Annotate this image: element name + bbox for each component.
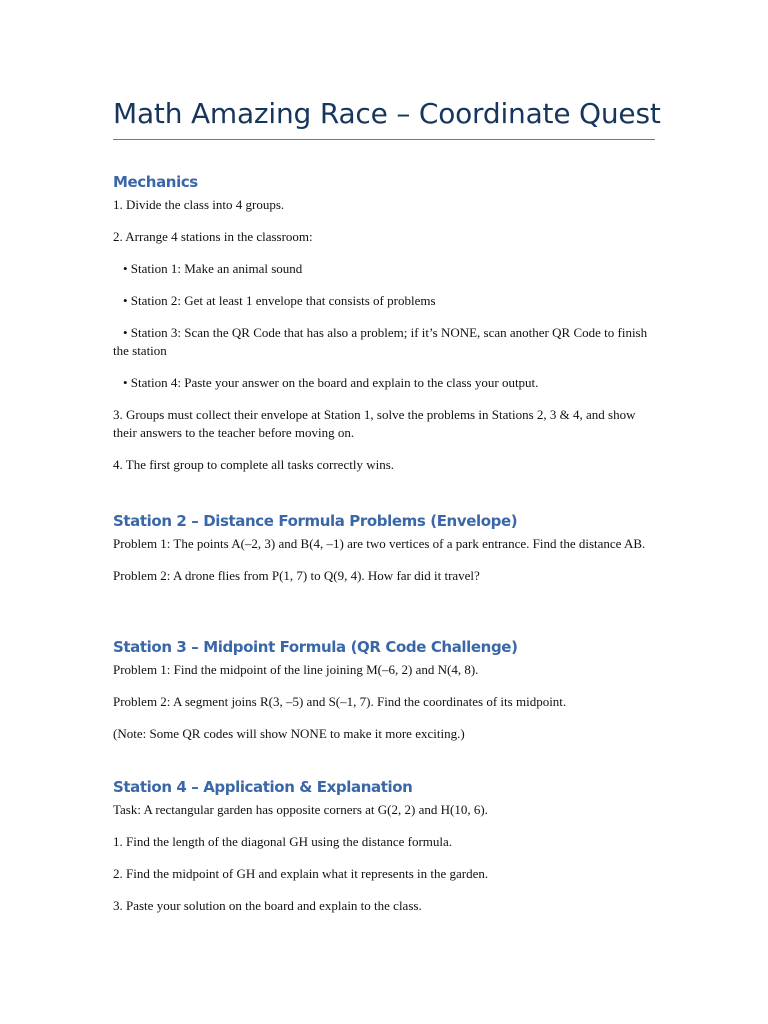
section-heading-station-2: Station 2 – Distance Formula Problems (Envelope) bbox=[113, 512, 518, 530]
section-heading-station-3: Station 3 – Midpoint Formula (QR Code Challenge) bbox=[113, 638, 518, 656]
station-2-problem-2: Problem 2: A drone flies from P(1, 7) to Q(9, 4). How far did it travel? bbox=[113, 568, 480, 583]
station-3-note: (Note: Some QR codes will show NONE to make it more exciting.) bbox=[113, 726, 465, 741]
mechanics-section bbox=[113, 172, 655, 474]
station-4-section bbox=[113, 777, 655, 915]
mechanics-step-4: 4. The first group to complete all tasks correctly wins. bbox=[113, 457, 394, 472]
section-heading-mechanics: Mechanics bbox=[113, 173, 198, 191]
mechanics-step-1: 1. Divide the class into 4 groups. bbox=[113, 197, 285, 212]
station-4-step-2: 2. Find the midpoint of GH and explain what it represents in the garden. bbox=[113, 866, 489, 881]
station-3-problem-1: Problem 1: Find the midpoint of the line joining M(–6, 2) and N(4, 8). bbox=[113, 662, 479, 677]
title-underline bbox=[113, 139, 655, 140]
section-heading-station-4: Station 4 – Application & Explanation bbox=[113, 778, 413, 796]
station-3-problem-2: Problem 2: A segment joins R(3, –5) and S(–1, 7). Find the coordinates of its midpoint. bbox=[113, 694, 567, 709]
station-3-section bbox=[113, 637, 655, 743]
mechanics-step-3: 3. Groups must collect their envelope at Station 1, solve the problems in Stations 2, 3 & 4, and show their answers to the teacher before moving on. bbox=[113, 407, 636, 440]
station-4-task: Task: A rectangular garden has opposite corners at G(2, 2) and H(10, 6). bbox=[113, 802, 488, 817]
document-title: Math Amazing Race – Coordinate Quest bbox=[113, 97, 661, 130]
mechanics-step-2: 2. Arrange 4 stations in the classroom: bbox=[113, 229, 313, 244]
station-4-step-3: 3. Paste your solution on the board and explain to the class. bbox=[113, 898, 422, 913]
station-4-bullet: • Station 4: Paste your answer on the board and explain to the class your output. bbox=[123, 375, 539, 390]
station-1-bullet: • Station 1: Make an animal sound bbox=[123, 261, 303, 276]
station-3-bullet: • Station 3: Scan the QR Code that has also a problem; if it’s NONE, scan another QR Code to finish the station bbox=[113, 325, 648, 358]
station-2-bullet: • Station 2: Get at least 1 envelope that consists of problems bbox=[123, 293, 436, 308]
station-2-section bbox=[113, 511, 655, 585]
station-2-problem-1: Problem 1: The points A(–2, 3) and B(4, –1) are two vertices of a park entrance. Find the distance AB. bbox=[113, 536, 646, 551]
station-4-step-1: 1. Find the length of the diagonal GH using the distance formula. bbox=[113, 834, 453, 849]
